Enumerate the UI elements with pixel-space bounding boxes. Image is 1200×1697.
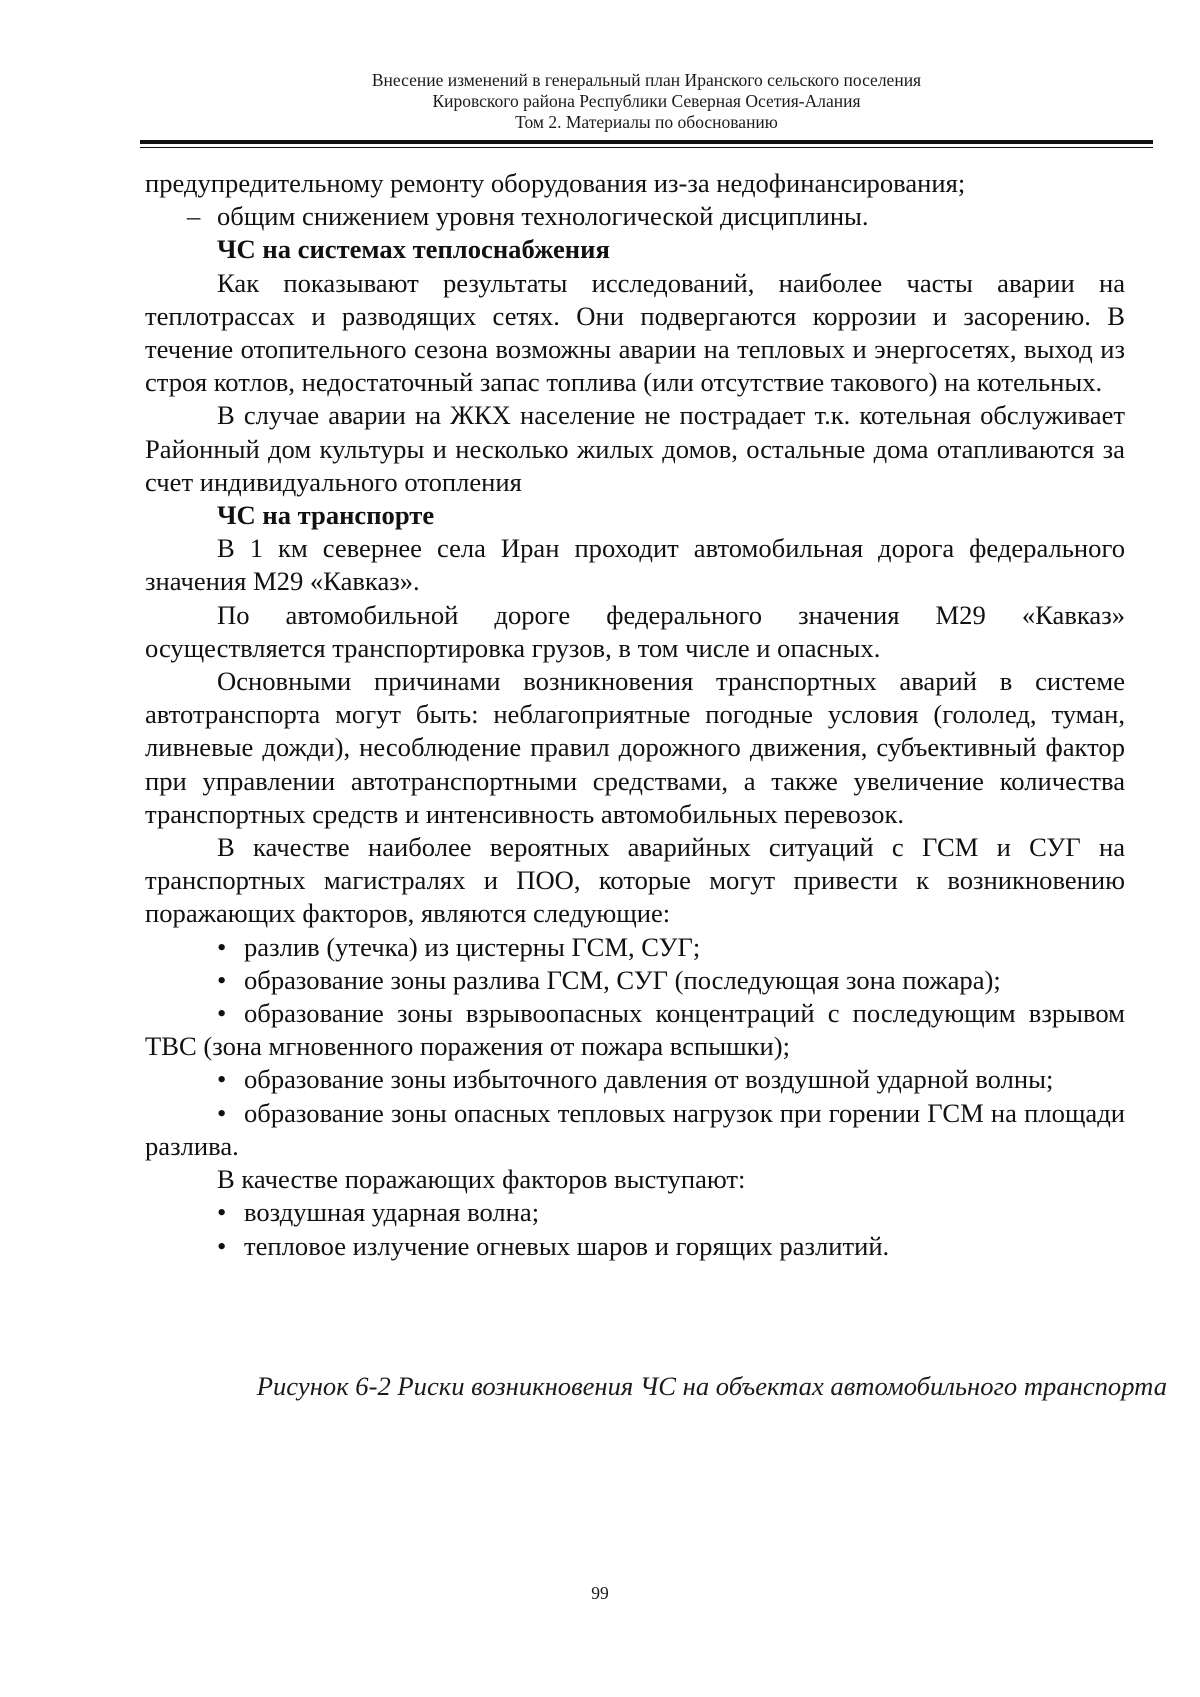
bullet-item-spill-zone [145, 964, 1125, 997]
list-item-text: общим снижением уровня технологической дисциплины. [217, 201, 869, 232]
bullet-marker: • [217, 1064, 227, 1095]
header-line-1: Внесение изменений в генеральный план Иранского сельского поселения [371, 70, 922, 90]
bullet-marker: • [217, 931, 227, 962]
bullet-text: воздушная ударная волна; [244, 1197, 540, 1228]
paragraph-cargo-transport: По автомобильной дороге федерального значения М29 «Кавказ» осуществляется транспортировка грузов, в том числе и опасных. [145, 599, 1125, 663]
bullet-marker: • [217, 1097, 227, 1128]
paragraph-damaging-factors: В качестве поражающих факторов выступают: [217, 1164, 746, 1195]
bullet-item-thermal-radiation [145, 1230, 1125, 1263]
bullet-text: образование зоны опасных тепловых нагрузок при горении ГСМ на площади разлива. [145, 1097, 1125, 1161]
running-header [140, 70, 1153, 133]
bullet-item-spill [145, 931, 1125, 964]
bullet-text: образование зоны избыточного давления от воздушной ударной волны; [244, 1064, 1054, 1095]
page-number: 99 [591, 1583, 609, 1603]
bullet-marker: • [217, 1230, 227, 1261]
bullet-text: образование зоны взрывоопасных концентраций с последующим взрывом ТВС (зона мгновенного поражения от пожара вспышки); [145, 998, 1125, 1062]
bullet-marker: • [217, 1197, 227, 1228]
paragraph-accident-causes: Основными причинами возникновения транспортных аварий в системе автотранспорта могут быть: неблагоприятные погодные условия (гололед, туман, ливневые дожди), несоблюдение правил дорожного движения, субъективный фактор при управлении автотранспортными средствами, а также увеличение количества транспортных средств и интенсивность автомобильных перевозок. [145, 666, 1125, 829]
header-line-3: Том 2. Материалы по обоснованию [515, 112, 778, 132]
bullet-marker: • [217, 964, 227, 995]
bullet-item-thermal-load-zone [145, 1097, 1125, 1163]
dash-marker: – [187, 201, 201, 232]
bullet-item-overpressure-zone [145, 1063, 1125, 1096]
section-heading-transport: ЧС на транспорте [217, 500, 435, 531]
header-rule-thick [140, 140, 1153, 144]
bullet-text: разлив (утечка) из цистерны ГСМ, СУГ; [244, 931, 701, 962]
paragraph-likely-emergencies: В качестве наиболее вероятных аварийных ситуаций с ГСМ и СУГ на транспортных магистралях и ПОО, которые могут привести к возникновению поражающих факторов, являются следующие: [145, 832, 1125, 929]
dash-list-item [145, 200, 1125, 233]
header-rule-thin [140, 147, 1153, 148]
bullet-item-shock-wave [145, 1196, 1125, 1229]
paragraph-heat-supply-accidents: Как показывают результаты исследований, наиболее часты аварии на теплотрассах и разводящих сетях. Они подвергаются коррозии и засорению. В течение отопительного сезона возможны аварии на тепловых и энергосетях, выход из строя котлов, недостаточный запас топлива (или отсутствие такового) на котельных. [145, 267, 1125, 398]
bullet-text: тепловое излучение огневых шаров и горящих разлитий. [244, 1230, 890, 1261]
bullet-text: образование зоны разлива ГСМ, СУГ (последующая зона пожара); [244, 964, 1001, 995]
paragraph-highway-location: В 1 км севернее села Иран проходит автомобильная дорога федерального значения М29 «Кавказ». [145, 533, 1125, 597]
bullet-marker: • [217, 998, 227, 1029]
bullet-item-explosive-zone [145, 997, 1125, 1063]
body-text [145, 167, 1125, 1263]
header-line-2: Кировского района Республики Северная Осетия-Алания [432, 91, 861, 111]
section-heading-heat-supply: ЧС на системах теплоснабжения [217, 234, 610, 265]
paragraph-continuation: предупредительному ремонту оборудования из-за недофинансирования; [145, 168, 966, 198]
paragraph-housing-accident: В случае аварии на ЖКХ население не пострадает т.к. котельная обслуживает Районный дом культуры и несколько жилых домов, остальные дома отапливаются за счет индивидуального отопления [145, 400, 1125, 497]
figure-caption: Рисунок 6-2 Риски возникновения ЧС на объектах автомобильного транспорта [256, 1371, 1167, 1401]
